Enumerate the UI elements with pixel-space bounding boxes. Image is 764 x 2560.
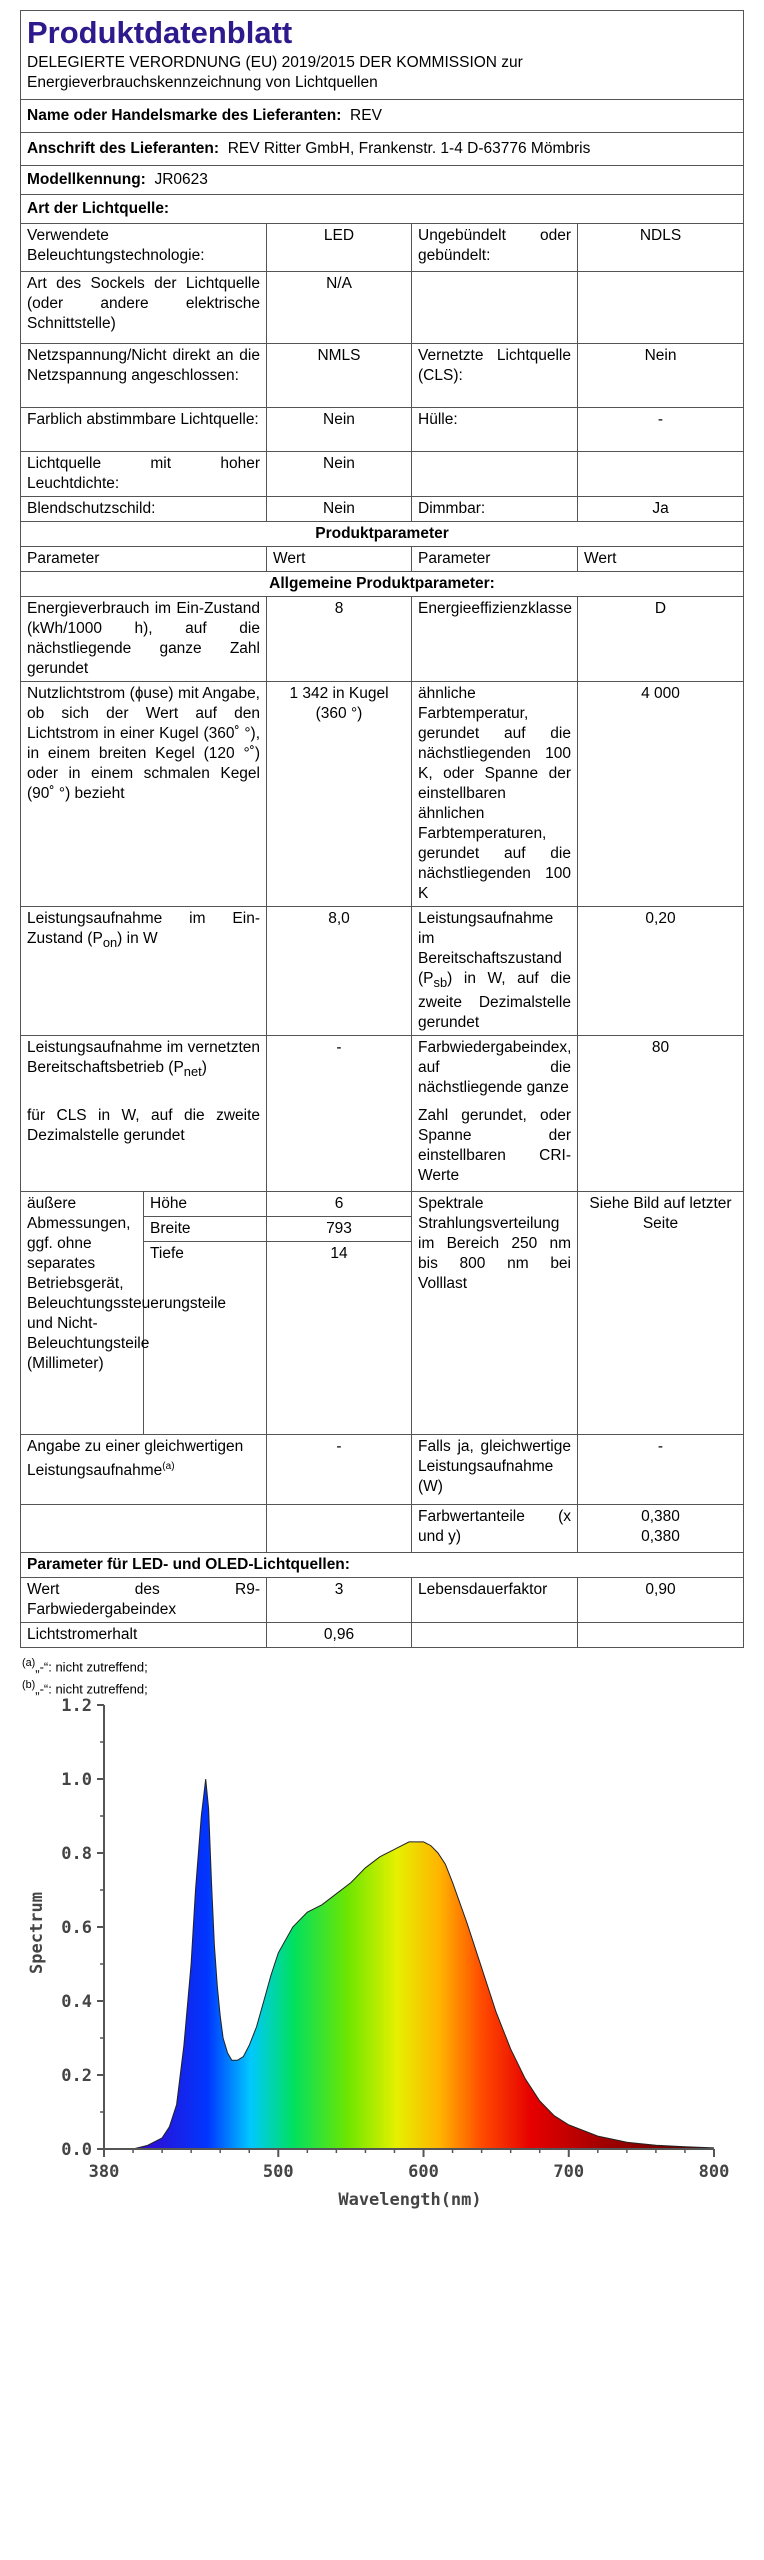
standby-power-subscript: sb xyxy=(433,975,448,991)
cri-label-continued: Zahl gerundet, oder Spanne der einstellbaren CRI-Werte xyxy=(412,1104,578,1192)
y-tick-label: 0.8 xyxy=(61,1844,92,1864)
dimensions-label: äußere Abmessungen, ggf. ohne separates Betriebsgerät, Beleuchtungssteuerungsteile und Nicht-Beleuchtungsteile (Millimeter) xyxy=(21,1192,144,1435)
lightsource-row xyxy=(21,344,744,408)
mains-label: Netzspannung/Nicht direkt an die Netzspannung angeschlossen: xyxy=(21,344,267,408)
x-tick-label: 600 xyxy=(408,2162,439,2182)
spectrum-chart xyxy=(14,1665,754,2215)
lightsource-row xyxy=(21,272,744,344)
chromaticity-x: 0,380 xyxy=(641,1508,680,1526)
spectral-distribution-label: Spektrale Strahlungsverteilung im Bereich 250 nm bis 800 nm bei Volllast xyxy=(412,1192,578,1435)
cct-label: ähnliche Farbtemperatur, gerundet auf die nächstliegenden 100 K, oder Spanne der einstellbaren ähnlichen Farbtemperaturen, gerundet auf die nächstliegenden 100 K xyxy=(412,682,578,907)
footnote-a-mark: (a) xyxy=(22,1657,36,1670)
high-luminance-value: Nein xyxy=(267,452,412,497)
supplier-name-row xyxy=(21,100,744,133)
cri-label: Farbwiedergabeindex, auf die nächstliegende ganze xyxy=(412,1036,578,1104)
page-title: Produktdatenblatt xyxy=(27,15,293,50)
param-row xyxy=(21,597,744,682)
glare-value: Nein xyxy=(267,497,412,522)
spectral-distribution-value: Siehe Bild auf letzter Seite xyxy=(578,1192,744,1435)
led-params-heading: Parameter für LED- und OLED-Lichtquellen: xyxy=(21,1553,744,1578)
y-tick-label: 0.0 xyxy=(61,2140,92,2160)
param-row xyxy=(21,1623,744,1648)
param-row xyxy=(21,1578,744,1623)
datasheet-table xyxy=(20,10,744,1648)
general-params-heading: Allgemeine Produktparameter: xyxy=(21,572,744,597)
chromaticity-y: 0,380 xyxy=(641,1528,680,1546)
regulation-subtitle: DELEGIERTE VERORDNUNG (EU) 2019/2015 DER KOMMISSION zur Energieverbrauchskennzeichnung von Lichtquellen xyxy=(27,54,523,91)
empty-cell xyxy=(21,1505,267,1553)
supplier-name-label: Name oder Handelsmarke des Lieferanten: xyxy=(27,107,342,124)
networked-standby-label-continued: für CLS in W, auf die zweite Dezimalstelle gerundet xyxy=(21,1104,267,1192)
depth-label: Tiefe xyxy=(144,1242,267,1435)
power-on-subscript: on xyxy=(102,935,118,951)
footnote-b-mark: (b) xyxy=(22,1679,36,1692)
envelope-value: - xyxy=(578,408,744,452)
y-tick-label: 0.2 xyxy=(61,2066,92,2086)
equivalent-power-watt-value: - xyxy=(578,1435,744,1505)
param-row-continued xyxy=(21,1104,744,1192)
chromaticity-value xyxy=(578,1505,744,1553)
glare-label: Blendschutzschild: xyxy=(21,497,267,522)
depth-value: 14 xyxy=(267,1242,412,1435)
power-on-label-text: ) in W xyxy=(117,930,158,947)
supplier-address-row xyxy=(21,133,744,166)
x-tick-label: 380 xyxy=(88,2162,120,2182)
networked-standby-label xyxy=(21,1036,267,1104)
header-row xyxy=(21,11,744,100)
col-value: Wert xyxy=(578,547,744,572)
lightsource-row xyxy=(21,497,744,522)
product-params-heading: Produktparameter xyxy=(21,522,744,547)
networked-standby-label-text: Leistungsaufnahme im vernetzten Bereitschaftsbetrieb (P xyxy=(27,1039,260,1077)
y-tick-label: 0.6 xyxy=(61,1918,92,1938)
lightsource-row xyxy=(21,452,744,497)
footnote-b-text: „-“: nicht zutreffend; xyxy=(35,1681,148,1697)
chromaticity-label: Farbwertanteile (x und y) xyxy=(412,1505,578,1553)
r9-value: 3 xyxy=(267,1578,412,1623)
empty-cell xyxy=(267,1505,412,1553)
dimensions-row xyxy=(21,1192,744,1217)
networked-standby-subscript: net xyxy=(183,1064,202,1080)
luminous-flux-label: Nutzlichtstrom (ɸuse) mit Angabe, ob sich der Wert auf den Lichtstrom in einer Kugel (360˚ °), in einem breiten Kegel (120 °˚) oder in einem schmalen Kegel (90˚ °) bezieht xyxy=(21,682,267,907)
cls-value: Nein xyxy=(578,344,744,408)
col-parameter: Parameter xyxy=(21,547,267,572)
tunable-value: Nein xyxy=(267,408,412,452)
datasheet xyxy=(20,10,743,1699)
y-axis-label: Spectrum xyxy=(27,1892,47,1974)
width-label: Breite xyxy=(144,1217,267,1242)
equivalent-power-value: - xyxy=(267,1435,412,1505)
lightsource-row xyxy=(21,408,744,452)
dimmable-value: Ja xyxy=(578,497,744,522)
equivalent-power-label xyxy=(21,1435,267,1505)
param-row xyxy=(21,1435,744,1505)
height-label: Höhe xyxy=(144,1192,267,1217)
networked-standby-value: - xyxy=(267,1036,412,1104)
y-tick-label: 1.2 xyxy=(61,1696,92,1716)
lightsource-type-heading-row xyxy=(21,195,744,224)
dimmable-label: Dimmbar: xyxy=(412,497,578,522)
x-tick-label: 800 xyxy=(698,2162,730,2182)
param-row xyxy=(21,907,744,1036)
energy-consumption-label: Energieverbrauch im Ein-Zustand (kWh/1000 h), auf die nächstliegende ganze Zahl gerundet xyxy=(21,597,267,682)
footnote-ref-a: (a) xyxy=(162,1461,175,1473)
empty-cell xyxy=(412,1623,578,1648)
lumen-maintenance-label: Lichtstromerhalt xyxy=(21,1623,267,1648)
empty-cell xyxy=(578,272,744,344)
power-on-value: 8,0 xyxy=(267,907,412,1036)
width-value: 793 xyxy=(267,1217,412,1242)
x-tick-label: 700 xyxy=(553,2162,585,2182)
tech-label: Verwendete Beleuchtungstechnologie: xyxy=(21,224,267,272)
x-axis-label: Wavelength(nm) xyxy=(338,2190,482,2210)
envelope-label: Hülle: xyxy=(412,408,578,452)
survival-factor-value: 0,90 xyxy=(578,1578,744,1623)
y-tick-label: 0.4 xyxy=(61,1992,92,2012)
tech-value: LED xyxy=(267,224,412,272)
energy-class-value: D xyxy=(578,597,744,682)
product-params-heading-row xyxy=(21,522,744,547)
param-row xyxy=(21,1505,744,1553)
mains-value: NMLS xyxy=(267,344,412,408)
empty-cell xyxy=(578,452,744,497)
empty-cell xyxy=(412,272,578,344)
directional-value: NDLS xyxy=(578,224,744,272)
supplier-name-value: REV xyxy=(350,107,382,124)
socket-value: N/A xyxy=(267,272,412,344)
general-params-heading-row xyxy=(21,572,744,597)
spectrum-area xyxy=(104,1779,714,2149)
cct-value: 4 000 xyxy=(578,682,744,907)
energy-consumption-value: 8 xyxy=(267,597,412,682)
energy-class-label: Energieeffizienzklasse xyxy=(412,597,578,682)
led-params-heading-row xyxy=(21,1553,744,1578)
directional-label: Ungebündelt oder gebündelt: xyxy=(412,224,578,272)
empty-cell xyxy=(578,1623,744,1648)
footnote-a-text: „-“: nicht zutreffend; xyxy=(35,1659,148,1675)
equivalent-power-watt-label: Falls ja, gleichwertige Leistungsaufnahme (W) xyxy=(412,1435,578,1505)
power-on-label xyxy=(21,907,267,1036)
standby-power-label xyxy=(412,907,578,1036)
networked-standby-label-text: ) xyxy=(201,1059,207,1077)
luminous-flux-value: 1 342 in Kugel (360 °) xyxy=(267,682,412,907)
model-label: Modellkennung: xyxy=(27,171,146,188)
y-tick-label: 1.0 xyxy=(61,1770,92,1790)
tunable-label: Farblich abstimmbare Lichtquelle: xyxy=(21,408,267,452)
param-row xyxy=(21,682,744,907)
col-parameter: Parameter xyxy=(412,547,578,572)
power-on-label-text: Leistungsaufnahme im Ein-Zustand (P xyxy=(27,910,260,947)
socket-label: Art des Sockels der Lichtquelle (oder andere elektrische Schnittstelle) xyxy=(21,272,267,344)
r9-label: Wert des R9-Farbwiedergabeindex xyxy=(21,1578,267,1623)
lumen-maintenance-value: 0,96 xyxy=(267,1623,412,1648)
lightsource-type-heading: Art der Lichtquelle: xyxy=(21,195,744,224)
empty-cell xyxy=(412,452,578,497)
standby-power-label-text: ) in W, auf die zweite Dezimalstelle gerundet xyxy=(418,970,571,1032)
standby-power-label-text: Leistungsaufnahme im Bereitschaftszustand (P xyxy=(418,910,562,987)
column-header-row xyxy=(21,547,744,572)
height-value: 6 xyxy=(267,1192,412,1217)
cri-value: 80 xyxy=(578,1036,744,1104)
param-row xyxy=(21,1036,744,1104)
model-row xyxy=(21,166,744,195)
cls-label: Vernetzte Lichtquelle (CLS): xyxy=(412,344,578,408)
model-value: JR0623 xyxy=(154,171,208,188)
empty-cell xyxy=(578,1104,744,1192)
high-luminance-label: Lichtquelle mit hoher Leuchtdichte: xyxy=(21,452,267,497)
empty-cell xyxy=(267,1104,412,1192)
lightsource-row xyxy=(21,224,744,272)
equivalent-power-label-text: Angabe zu einer gleichwertigen Leistungsaufnahme xyxy=(27,1438,244,1480)
supplier-address-value: REV Ritter GmbH, Frankenstr. 1-4 D-63776 Mömbris xyxy=(227,140,591,157)
supplier-address-label: Anschrift des Lieferanten: xyxy=(27,140,220,157)
survival-factor-label: Lebensdauerfaktor xyxy=(412,1578,578,1623)
col-value: Wert xyxy=(267,547,412,572)
x-tick-label: 500 xyxy=(262,2162,294,2182)
standby-power-value: 0,20 xyxy=(578,907,744,1036)
